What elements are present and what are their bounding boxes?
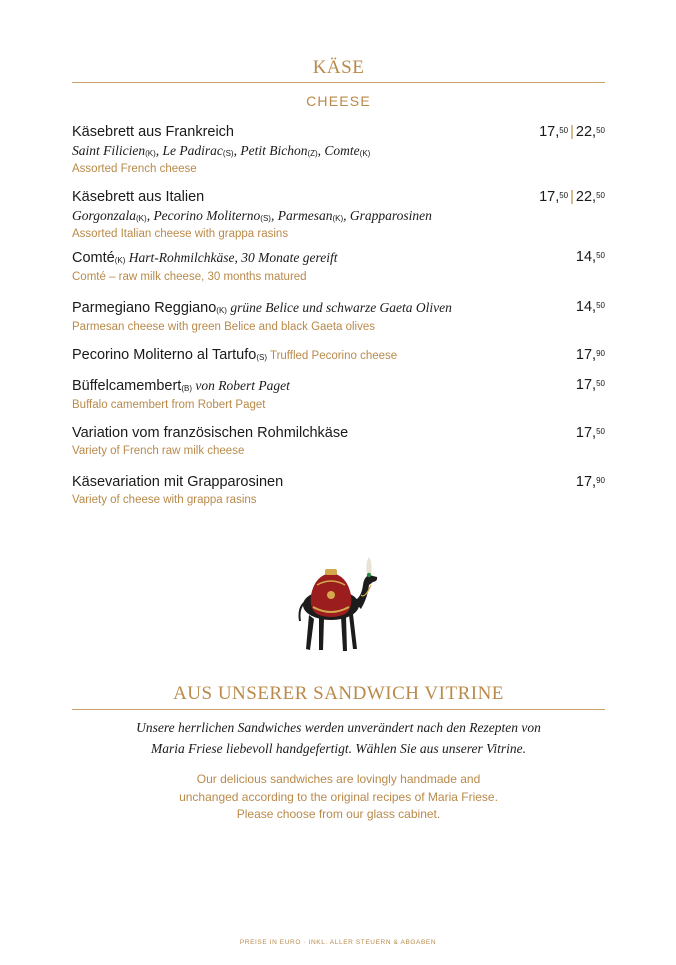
list-item [72, 346, 605, 376]
price-footer-note: PREISE IN EURO · INKL. ALLER STEUERN & ABGABEN [239, 939, 437, 946]
camel-illustration-icon [295, 555, 380, 655]
title-divider [72, 82, 605, 83]
cheese-list [72, 123, 605, 513]
item-description-en: Comté – raw milk cheese, 30 months matured [72, 271, 307, 283]
list-item [72, 473, 605, 513]
item-name: Käsebrett aus Frankreich [72, 124, 234, 140]
item-description-de: Gorgonzala$_{(K)}$, Pecorino Moliterno$_{(S)}$, Parmesan$_{(K)}$, Grapparosinen [72, 208, 432, 223]
list-item [72, 424, 605, 473]
item-description-de: Saint Filicien$_{(K)}$, Le Padirac$_{(S)}$, Petit Bichon$_{(Z)}$, Comte$_{(K)}$ [72, 143, 371, 158]
item-description-en: Variety of French raw milk cheese [72, 445, 245, 457]
item-price: 17,50 [575, 377, 605, 393]
sandwich-intro-en: Our delicious sandwiches are lovingly handmade and unchanged according to the original recipes of Maria Friese. Please choose from our glass cabinet. [179, 772, 498, 821]
item-description-en: Assorted Italian cheese with grappa rasins [72, 228, 289, 240]
item-price: 17,50 | 22,50 [539, 189, 605, 205]
section-subtitle-cheese: CHEESE [306, 93, 371, 109]
item-price: 17,50 | 22,50 [539, 124, 605, 140]
item-name: Parmegiano Reggiano$_{(K)}$ grüne Belice und schwarze Gaeta Oliven [72, 300, 452, 316]
item-price: 17,90 [575, 474, 605, 490]
item-price: 14,50 [575, 249, 605, 265]
item-price: 17,50 [575, 425, 605, 441]
section-title-kaese: KÄSE [312, 57, 365, 78]
item-name: Comté$_{(K)}$ Hart-Rohmilchkäse, 30 Monate gereift [72, 250, 338, 266]
item-name: Käsebrett aus Italien [72, 189, 205, 205]
title-divider [72, 709, 605, 710]
item-name: Pecorino Moliterno al Tartufo$_{(S)}$ Truffled Pecorino cheese [72, 347, 398, 363]
item-description-en: Parmesan cheese with green Belice and black Gaeta olives [72, 321, 376, 333]
item-description-en: Buffalo camembert from Robert Paget [72, 399, 266, 411]
item-name: Büffelcamembert$_{(B)}$ von Robert Paget [72, 378, 290, 394]
list-item [72, 248, 605, 298]
list-item [72, 188, 605, 248]
list-item [72, 376, 605, 424]
list-item [72, 123, 605, 188]
sandwich-intro-de: Unsere herrlichen Sandwiches werden unverändert nach den Rezepten von Maria Friese liebevoll handgefertigt. Wählen Sie aus unserer Vitrine. [136, 720, 541, 756]
item-price: 14,50 [575, 299, 605, 315]
list-item [72, 298, 605, 346]
item-description-en: Variety of cheese with grappa rasins [72, 494, 257, 506]
section-title-sandwich: AUS UNSERER SANDWICH VITRINE [173, 683, 504, 704]
item-name: Variation vom französischen Rohmilchkäse [72, 425, 349, 441]
item-name: Käsevariation mit Grapparosinen [72, 474, 284, 490]
item-description-en: Assorted French cheese [72, 163, 197, 175]
item-price: 17,90 [575, 347, 605, 363]
